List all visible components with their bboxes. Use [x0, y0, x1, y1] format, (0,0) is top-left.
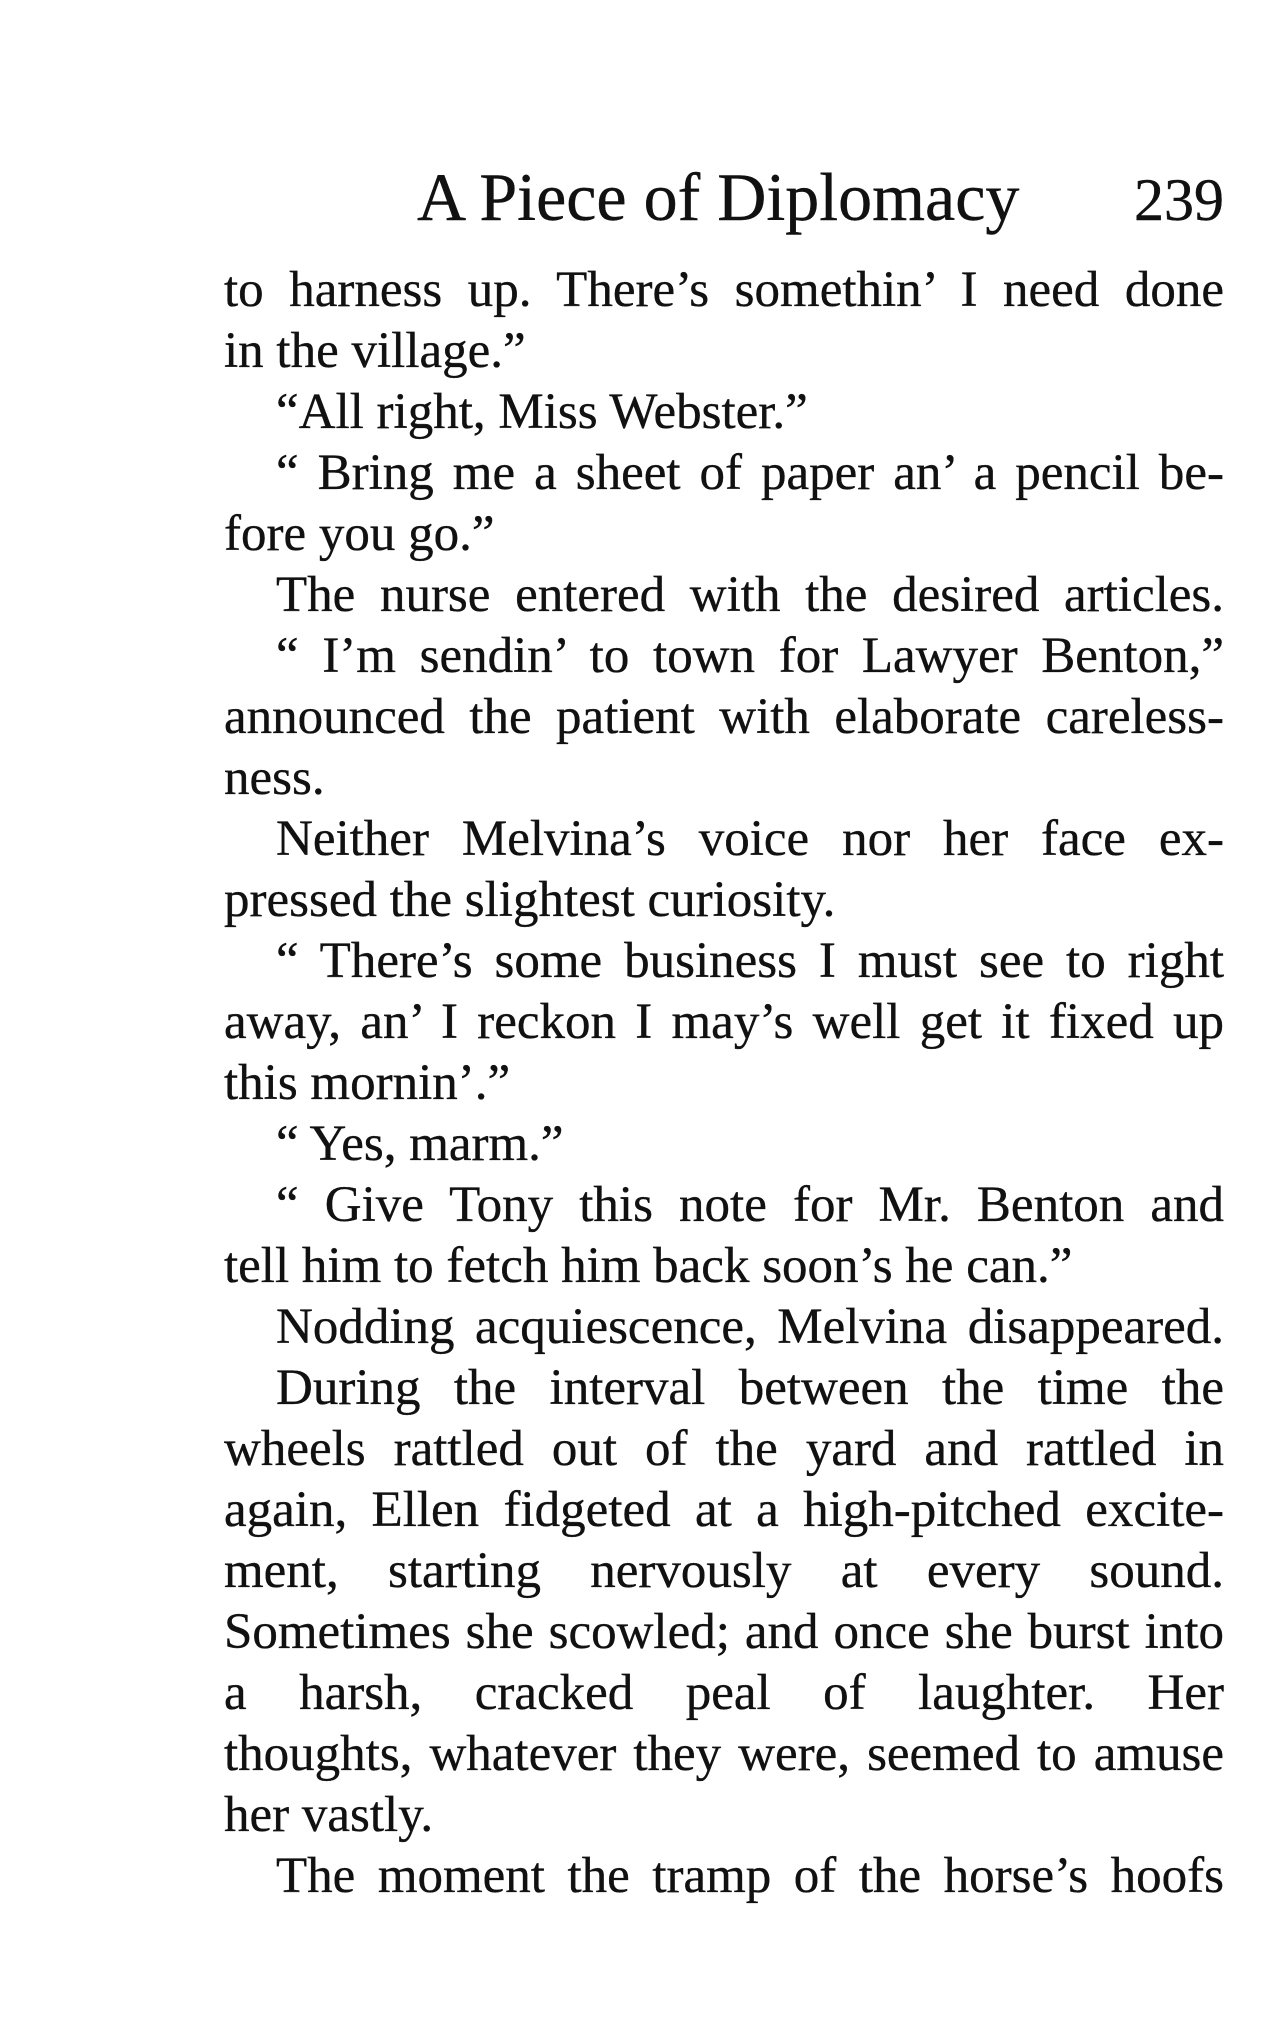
- paragraph: [224, 1846, 1224, 1907]
- text-line: her vastly.: [224, 1787, 434, 1843]
- text-line: again, Ellen fidgeted at a high-pitched excite-: [224, 1482, 1224, 1538]
- text-line: “ There’s some business I must see to right: [276, 933, 1224, 989]
- paragraph: [224, 1175, 1224, 1297]
- text-line: ness.: [224, 750, 325, 806]
- paragraph: [224, 382, 1224, 443]
- text-line: The nurse entered with the desired articles.: [276, 567, 1224, 623]
- text-line: The moment the tramp of the horse’s hoofs: [276, 1848, 1224, 1904]
- text-line: pressed the slightest curiosity.: [224, 872, 836, 928]
- running-head: [0, 159, 1282, 235]
- paragraph: [224, 565, 1224, 626]
- text-line: “ Yes, marm.”: [276, 1116, 564, 1172]
- page-number: 239: [1134, 167, 1224, 233]
- text-line: wheels rattled out of the yard and rattled in: [224, 1421, 1224, 1477]
- text-line: ment, starting nervously at every sound.: [224, 1543, 1224, 1599]
- text-line: “ Bring me a sheet of paper an’ a pencil be-: [276, 445, 1224, 501]
- text-line: Sometimes she scowled; and once she burst into: [224, 1604, 1224, 1660]
- text-line: “ I’m sendin’ to town for Lawyer Benton,”: [276, 628, 1224, 684]
- text-line: in the village.”: [224, 323, 526, 379]
- text-line: thoughts, whatever they were, seemed to amuse: [224, 1726, 1224, 1782]
- page-title: A Piece of Diplomacy: [417, 159, 1020, 235]
- text-line: announced the patient with elaborate careless-: [224, 689, 1224, 745]
- text-line: Neither Melvina’s voice nor her face ex-: [276, 811, 1224, 867]
- paragraph: [224, 260, 1224, 382]
- text-line: this mornin’.”: [224, 1055, 511, 1111]
- paragraph: [224, 1358, 1224, 1846]
- text-line: a harsh, cracked peal of laughter. Her: [224, 1665, 1224, 1721]
- paragraph: [224, 1114, 1224, 1175]
- text-line: tell him to fetch him back soon’s he can.”: [224, 1238, 1073, 1294]
- text-line: “ Give Tony this note for Mr. Benton and: [276, 1177, 1224, 1233]
- text-line: Nodding acquiescence, Melvina disappeared.: [276, 1299, 1224, 1355]
- paragraph: [224, 626, 1224, 809]
- paragraph: [224, 809, 1224, 931]
- text-body: [224, 260, 1224, 1907]
- text-line: During the interval between the time the: [276, 1360, 1224, 1416]
- text-line: away, an’ I reckon I may’s well get it fixed up: [224, 994, 1224, 1050]
- text-line: fore you go.”: [224, 506, 495, 562]
- paragraph: [224, 443, 1224, 565]
- text-line: “All right, Miss Webster.”: [276, 384, 808, 440]
- paragraph: [224, 931, 1224, 1114]
- paragraph: [224, 1297, 1224, 1358]
- text-line: to harness up. There’s somethin’ I need done: [224, 262, 1224, 318]
